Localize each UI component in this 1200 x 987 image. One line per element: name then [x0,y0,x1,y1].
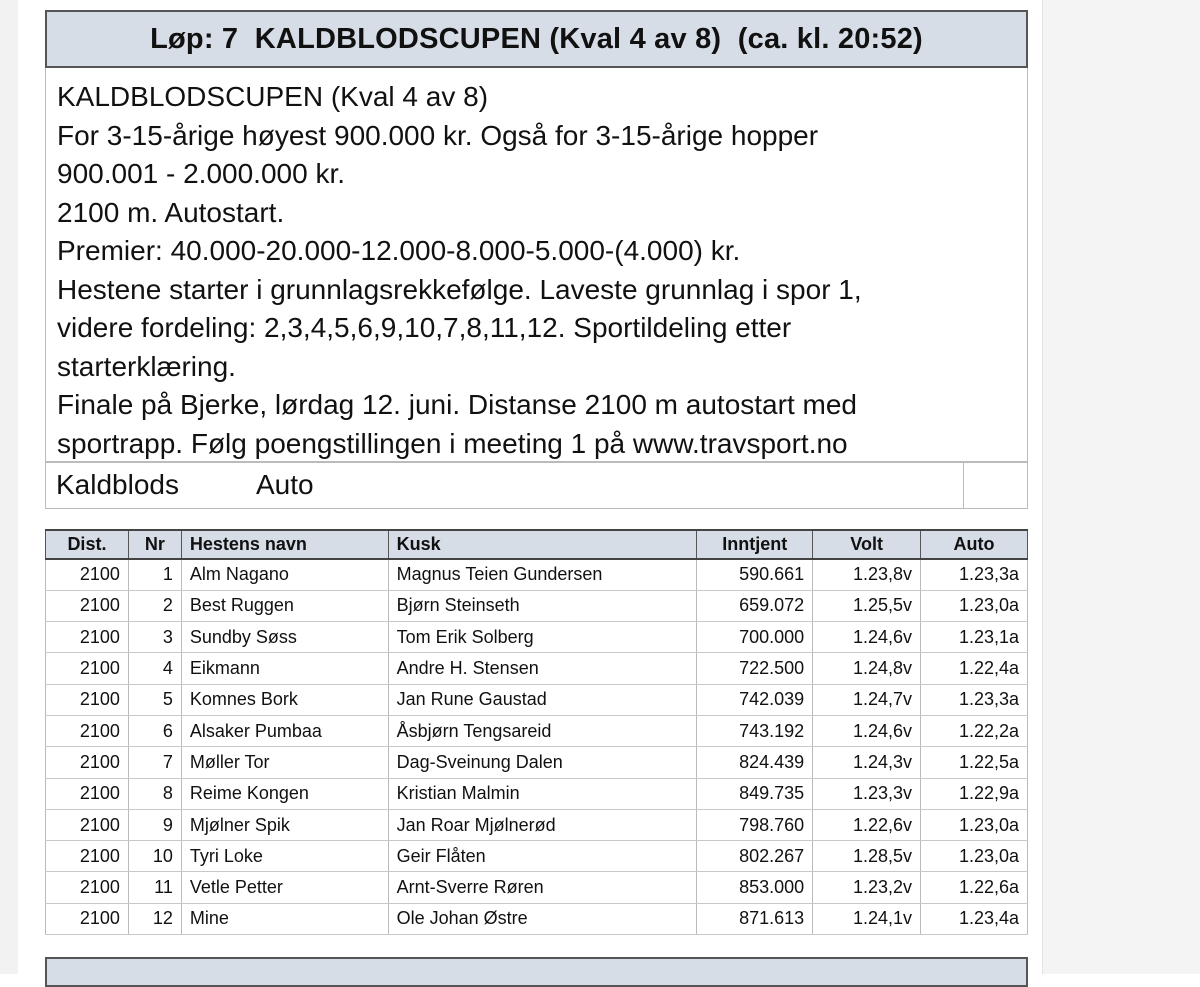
cell-driver: Jan Roar Mjølnerød [388,809,697,840]
cell-earnings: 798.760 [697,809,813,840]
cell-horse-name: Best Ruggen [181,590,388,621]
page-edge-left [0,0,18,974]
race-info-row [45,462,1028,509]
cell-auto-record: 1.22,6a [921,872,1028,903]
cell-dist: 2100 [46,622,129,653]
description-line: sportrapp. Følg poengstillingen i meeting 1 på www.travsport.no [57,427,848,459]
table-row [46,903,1028,934]
cell-nr: 7 [128,747,181,778]
cell-nr: 3 [128,622,181,653]
info-row-divider [963,463,964,508]
cell-volt-record: 1.22,6v [813,809,921,840]
next-race-header [45,957,1028,987]
cell-driver: Andre H. Stensen [388,653,697,684]
cell-earnings: 824.439 [697,747,813,778]
cell-earnings: 871.613 [697,903,813,934]
cell-dist: 2100 [46,809,129,840]
cell-dist: 2100 [46,559,129,590]
description-line: videre fordeling: 2,3,4,5,6,9,10,7,8,11,12. Sportildeling etter [57,312,792,343]
column-header-volt-record: Volt [813,530,921,559]
cell-driver: Kristian Malmin [388,778,697,809]
column-header-dist: Dist. [46,530,129,559]
table-row [46,622,1028,653]
cell-volt-record: 1.28,5v [813,841,921,872]
cell-earnings: 742.039 [697,684,813,715]
description-line: Finale på Bjerke, lørdag 12. juni. Distanse 2100 m autostart med [57,389,857,420]
cell-auto-record: 1.23,0a [921,841,1028,872]
cell-nr: 10 [128,841,181,872]
cell-auto-record: 1.22,9a [921,778,1028,809]
cell-nr: 9 [128,809,181,840]
cell-auto-record: 1.23,0a [921,809,1028,840]
cell-nr: 1 [128,559,181,590]
cell-horse-name: Alm Nagano [181,559,388,590]
cell-horse-name: Tyri Loke [181,841,388,872]
cell-earnings: 722.500 [697,653,813,684]
entries-header-row [46,530,1028,559]
cell-volt-record: 1.24,8v [813,653,921,684]
cell-nr: 6 [128,715,181,746]
cell-horse-name: Komnes Bork [181,684,388,715]
cell-horse-name: Møller Tor [181,747,388,778]
cell-dist: 2100 [46,841,129,872]
cell-volt-record: 1.25,5v [813,590,921,621]
cell-driver: Ole Johan Østre [388,903,697,934]
cell-nr: 2 [128,590,181,621]
column-header-auto-record: Auto [921,530,1028,559]
cell-nr: 5 [128,684,181,715]
cell-volt-record: 1.24,7v [813,684,921,715]
cell-volt-record: 1.24,3v [813,747,921,778]
cell-driver: Jan Rune Gaustad [388,684,697,715]
cell-driver: Arnt-Sverre Røren [388,872,697,903]
column-header-horse-name: Hestens navn [181,530,388,559]
cell-auto-record: 1.23,4a [921,903,1028,934]
cell-volt-record: 1.23,3v [813,778,921,809]
cell-volt-record: 1.23,8v [813,559,921,590]
cell-dist: 2100 [46,684,129,715]
cell-horse-name: Alsaker Pumbaa [181,715,388,746]
cell-dist: 2100 [46,653,129,684]
entries-table [45,529,1028,935]
race-header: Løp: 7 KALDBLODSCUPEN (Kval 4 av 8) (ca. kl. 20:52) [45,10,1028,68]
cell-driver: Åsbjørn Tengsareid [388,715,697,746]
cell-dist: 2100 [46,778,129,809]
table-row [46,747,1028,778]
cell-auto-record: 1.22,5a [921,747,1028,778]
cell-dist: 2100 [46,590,129,621]
cell-auto-record: 1.23,0a [921,590,1028,621]
cell-dist: 2100 [46,903,129,934]
cell-horse-name: Mjølner Spik [181,809,388,840]
cell-auto-record: 1.22,2a [921,715,1028,746]
cell-horse-name: Eikmann [181,653,388,684]
cell-earnings: 743.192 [697,715,813,746]
cell-horse-name: Reime Kongen [181,778,388,809]
description-line: 900.001 - 2.000.000 kr. [57,158,345,189]
race-description [45,68,1028,462]
table-row [46,590,1028,621]
cell-earnings: 659.072 [697,590,813,621]
cell-nr: 8 [128,778,181,809]
cell-dist: 2100 [46,872,129,903]
table-row [46,809,1028,840]
cell-driver: Dag-Sveinung Dalen [388,747,697,778]
table-row [46,778,1028,809]
table-row [46,872,1028,903]
page-edge-right [1042,0,1200,974]
description-line: starterklæring. [57,350,236,382]
cell-dist: 2100 [46,747,129,778]
table-row [46,684,1028,715]
description-line: Hestene starter i grunnlagsrekkefølge. Laveste grunnlag i spor 1, [57,273,862,305]
cell-horse-name: Vetle Petter [181,872,388,903]
cell-driver: Tom Erik Solberg [388,622,697,653]
cell-driver: Bjørn Steinseth [388,590,697,621]
table-row [46,841,1028,872]
column-header-nr: Nr [128,530,181,559]
cell-nr: 12 [128,903,181,934]
table-row [46,653,1028,684]
description-line: 2100 m. Autostart. [57,196,285,228]
table-row [46,559,1028,590]
cell-nr: 4 [128,653,181,684]
cell-earnings: 802.267 [697,841,813,872]
cell-auto-record: 1.23,1a [921,622,1028,653]
cell-auto-record: 1.23,3a [921,559,1028,590]
cell-dist: 2100 [46,715,129,746]
table-row [46,715,1028,746]
cell-auto-record: 1.22,4a [921,653,1028,684]
cell-driver: Magnus Teien Gundersen [388,559,697,590]
cell-horse-name: Sundby Søss [181,622,388,653]
description-line: For 3-15-årige høyest 900.000 kr. Også for 3-15-årige hopper [57,119,819,151]
cell-earnings: 700.000 [697,622,813,653]
breed-label: Kaldblods [56,469,179,500]
description-line: Premier: 40.000-20.000-12.000-8.000-5.000-(4.000) kr. [57,235,741,266]
cell-earnings: 853.000 [697,872,813,903]
start-type-label: Auto [256,469,314,500]
cell-earnings: 849.735 [697,778,813,809]
cell-volt-record: 1.24,1v [813,903,921,934]
description-line: KALDBLODSCUPEN (Kval 4 av 8) [57,81,489,112]
cell-volt-record: 1.24,6v [813,622,921,653]
cell-driver: Geir Flåten [388,841,697,872]
cell-nr: 11 [128,872,181,903]
column-header-driver: Kusk [388,530,697,559]
column-header-earnings: Inntjent [697,530,813,559]
cell-volt-record: 1.24,6v [813,715,921,746]
cell-auto-record: 1.23,3a [921,684,1028,715]
cell-earnings: 590.661 [697,559,813,590]
cell-horse-name: Mine [181,903,388,934]
entries-body [46,559,1028,935]
cell-volt-record: 1.23,2v [813,872,921,903]
